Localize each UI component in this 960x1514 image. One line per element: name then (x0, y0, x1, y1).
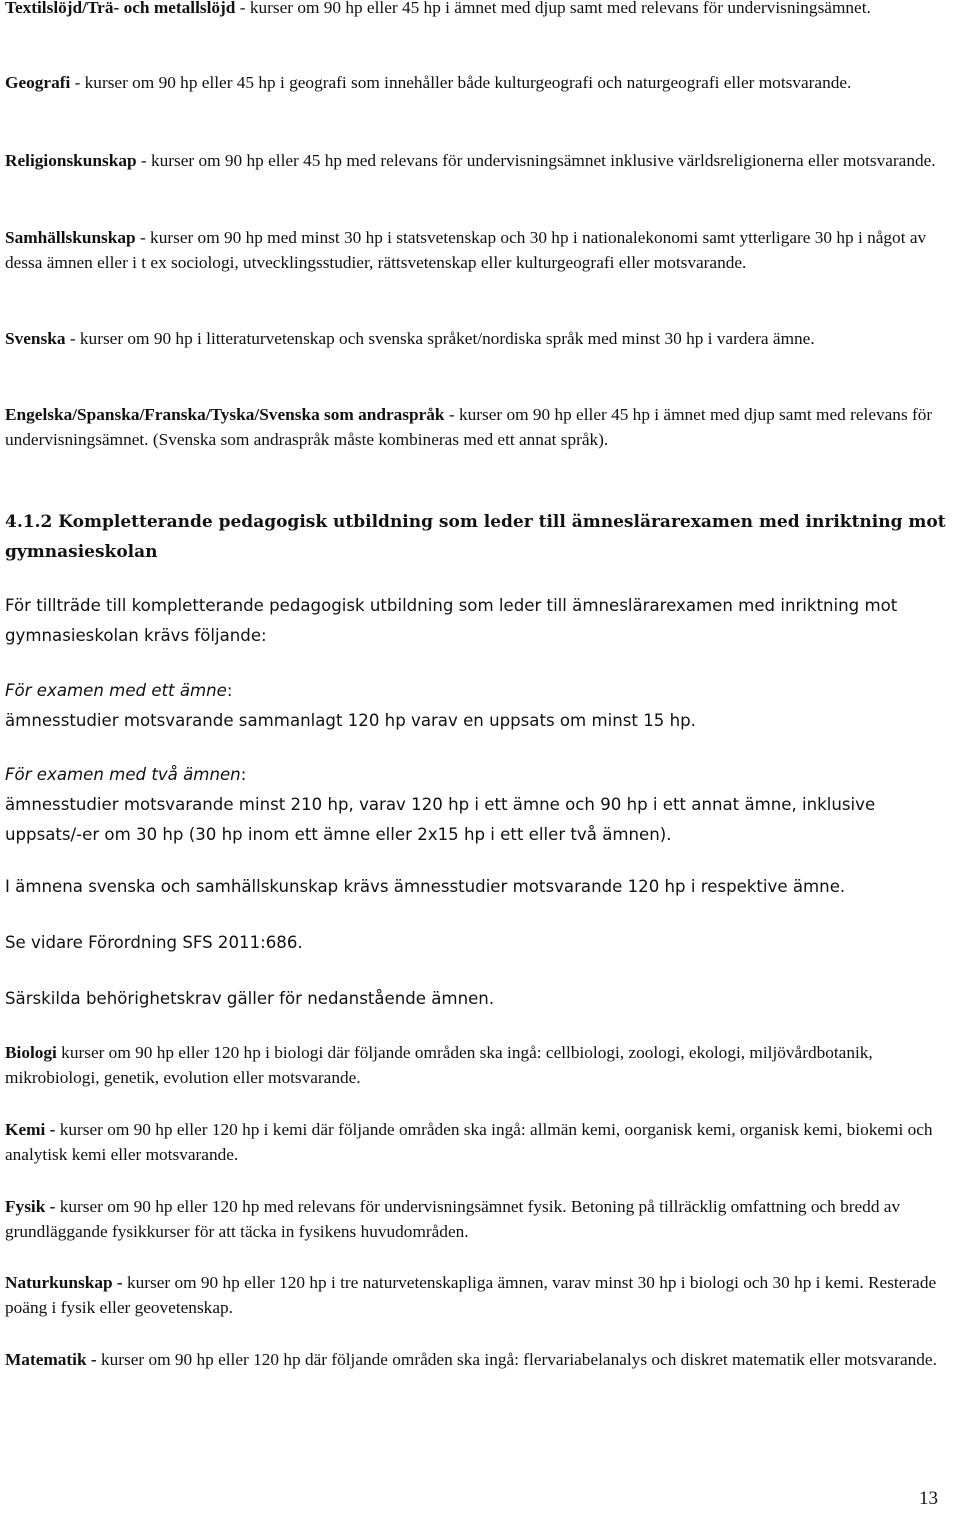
one-subject-requirement: För examen med ett ämne: ämnesstudier motsvarande sammanlagt 120 hp varav en uppsats om minst 15 hp. (5, 681, 696, 730)
subject-term: Matematik - (5, 1350, 97, 1369)
subject-paragraph-sprak (5, 403, 953, 452)
subject-description: - kurser om 90 hp i litteraturvetenskap och svenska språket/nordiska språk med minst 30 hp i vardera ämne. (65, 329, 815, 348)
subject-description: - kurser om 90 hp med minst 30 hp i statsvetenskap och 30 hp i nationalekonomi samt ytterligare 30 hp i något av dessa ämnen eller i t ex sociologi, utvecklingsstudier, rättsvetenskap eller kulturgeografi eller motsvarande. (5, 228, 927, 272)
subject-description: kurser om 90 hp eller 120 hp där följande områden ska ingå: flervariabelanalys och diskret matematik eller motsvarande. (96, 1350, 937, 1369)
subject-description: kurser om 90 hp eller 120 hp i biologi där följande områden ska ingå: cellbiologi, zoologi, ekologi, miljövårdbotanik, mikrobiologi, genetik, evolution eller motsvarande. (5, 1043, 873, 1087)
subject-paragraph-geografi (5, 71, 953, 96)
subject-term: Religionskunskap (5, 151, 137, 170)
subject-term: Biologi (5, 1043, 57, 1062)
subject-description: - kurser om 90 hp eller 45 hp i geografi som innehåller både kulturgeografi och naturgeografi eller motsvarande. (70, 73, 852, 92)
page-number: 13 (919, 1488, 938, 1509)
special-requirements-paragraph: Särskilda behörighetskrav gäller för nedanstående ämnen. (5, 989, 495, 1008)
subject-paragraph-textilslojd (5, 0, 953, 21)
intro-paragraph: För tillträde till kompletterande pedagogisk utbildning som leder till ämneslärarexamen med inriktning mot gymnasieskolan krävs följande: (5, 596, 898, 645)
subject-description: - kurser om 90 hp eller 45 hp i ämnet med djup samt med relevans för undervisningsämnet. (235, 0, 871, 17)
subject-term: Engelska/Spanska/Franska/Tyska/Svenska som andraspråk (5, 405, 445, 424)
subject-term: Textilslöjd/Trä- och metallslöjd (5, 0, 236, 17)
one-subject-label: För examen med ett ämne (5, 681, 227, 700)
subject-paragraph-fysik (5, 1195, 953, 1244)
subject-paragraph-biologi (5, 1041, 953, 1090)
see-also-paragraph: Se vidare Förordning SFS 2011:686. (5, 933, 303, 952)
subject-description: - kurser om 90 hp eller 45 hp med relevans för undervisningsämnet inklusive världsreligionerna eller motsvarande. (136, 151, 936, 170)
subject-term: Svenska (5, 329, 66, 348)
two-subjects-text: ämnesstudier motsvarande minst 210 hp, varav 120 hp i ett ämne och 90 hp i ett annat ämne, inklusive uppsats/-er om 30 hp (30 hp inom ett ämne eller 2x15 hp i ett eller två ämnen). (5, 795, 876, 844)
subject-description: kurser om 90 hp eller 120 hp i tre naturvetenskapliga ämnen, varav minst 30 hp i biologi och 30 hp i kemi. Resterade poäng i fysik eller geovetenskap. (5, 1273, 937, 1317)
subject-paragraph-religionskunskap (5, 149, 953, 174)
subject-term: Naturkunskap - (5, 1273, 123, 1292)
subject-paragraph-matematik (5, 1348, 953, 1373)
swedish-social-paragraph: I ämnena svenska och samhällskunskap krävs ämnesstudier motsvarande 120 hp i respektive ämne. (5, 877, 846, 896)
subject-term: Geografi (5, 73, 71, 92)
one-subject-text: ämnesstudier motsvarande sammanlagt 120 hp varav en uppsats om minst 15 hp. (5, 711, 696, 730)
subject-term: Fysik - (5, 1197, 56, 1216)
subject-term: Kemi - (5, 1120, 56, 1139)
subject-description: kurser om 90 hp eller 120 hp i kemi där följande områden ska ingå: allmän kemi, oorganisk kemi, organisk kemi, biokemi och analytisk kemi eller motsvarande. (5, 1120, 933, 1164)
subject-description: kurser om 90 hp eller 120 hp med relevans för undervisningsämnet fysik. Betoning på tillräcklig omfattning och bredd av grundläggande fysikkurser för att täcka in fysikens huvudområden. (5, 1197, 901, 1241)
subject-paragraph-kemi (5, 1118, 953, 1167)
section-heading: 4.1.2 Kompletterande pedagogisk utbildning som leder till ämneslärarexamen med inriktning mot gymnasieskolan (5, 512, 946, 562)
subject-description: - kurser om 90 hp eller 45 hp i ämnet med djup samt med relevans för undervisningsämnet. (Svenska som andraspråk måste kombineras med ett annat språk). (5, 405, 933, 449)
subject-term: Samhällskunskap (5, 228, 136, 247)
two-subjects-requirement: För examen med två ämnen: ämnesstudier motsvarande minst 210 hp, varav 120 hp i ett ämne och 90 hp i ett annat ämne, inklusive uppsats/-er om 30 hp (30 hp inom ett ämne eller 2x15 hp i ett eller två ämnen). (5, 765, 876, 844)
subject-paragraph-samhallskunskap (5, 226, 953, 275)
subject-paragraph-svenska (5, 327, 953, 352)
subject-paragraph-naturkunskap (5, 1271, 953, 1320)
two-subjects-label: För examen med två ämnen (5, 765, 241, 784)
